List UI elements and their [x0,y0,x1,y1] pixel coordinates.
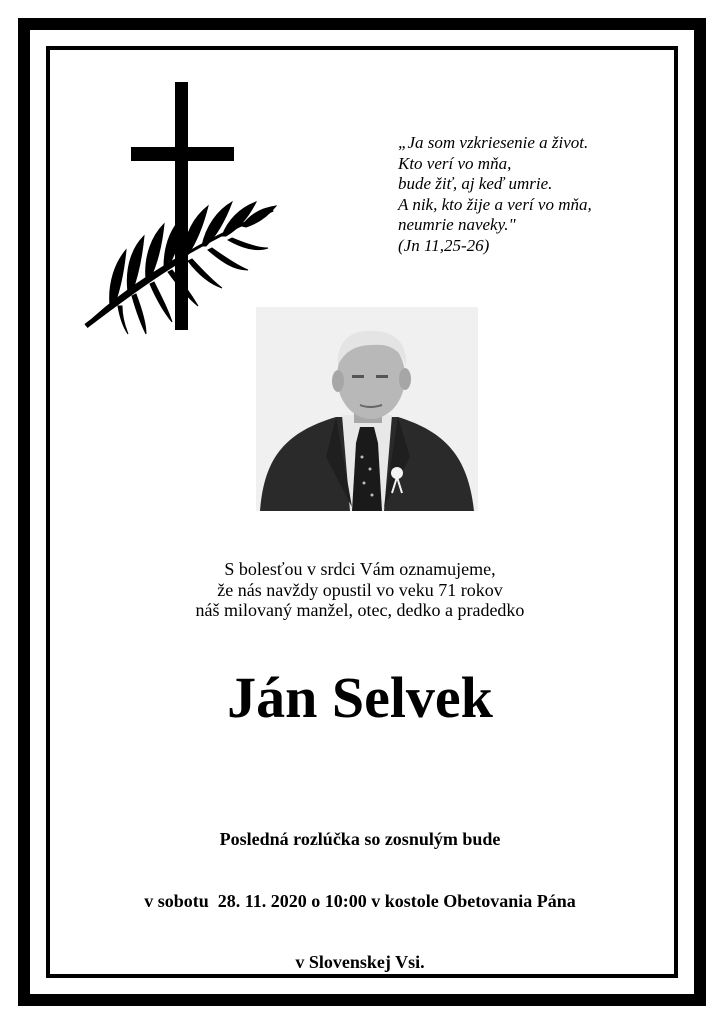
verse-line: neumrie naveky." [398,215,516,234]
cross-with-palm [80,78,280,338]
farewell-line: v sobotu 28. 11. 2020 o 10:00 v kostole Obetovania Pána [144,890,576,911]
verse-line: A nik, kto žije a verí vo mňa, [398,194,592,214]
farewell-line: Posledná rozlúčka so zosnulým bude [219,829,501,849]
farewell-line: v Slovenskej Vsi. [295,952,425,972]
verse-line: bude žiť, aj keď umrie. [398,174,553,193]
deceased-name: Ján Selvek [227,665,493,730]
announcement-line: náš milovaný manžel, otec, dedko a pradedko [195,600,525,620]
announcement-line: S bolesťou v srdci Vám oznamujeme, [224,559,496,579]
cross-icon [80,78,280,338]
farewell-details [90,788,630,993]
verse-line: Kto verí vo mňa, [398,153,512,173]
verse-reference: (Jn 11,25-26) [398,235,490,255]
bible-verse [398,133,668,256]
portrait-photo [256,307,478,511]
announcement-text [150,559,570,621]
announcement-line: že nás navždy opustil vo veku 71 rokov [217,579,503,600]
verse-line: „Ja som vzkriesenie a život. [398,133,589,152]
